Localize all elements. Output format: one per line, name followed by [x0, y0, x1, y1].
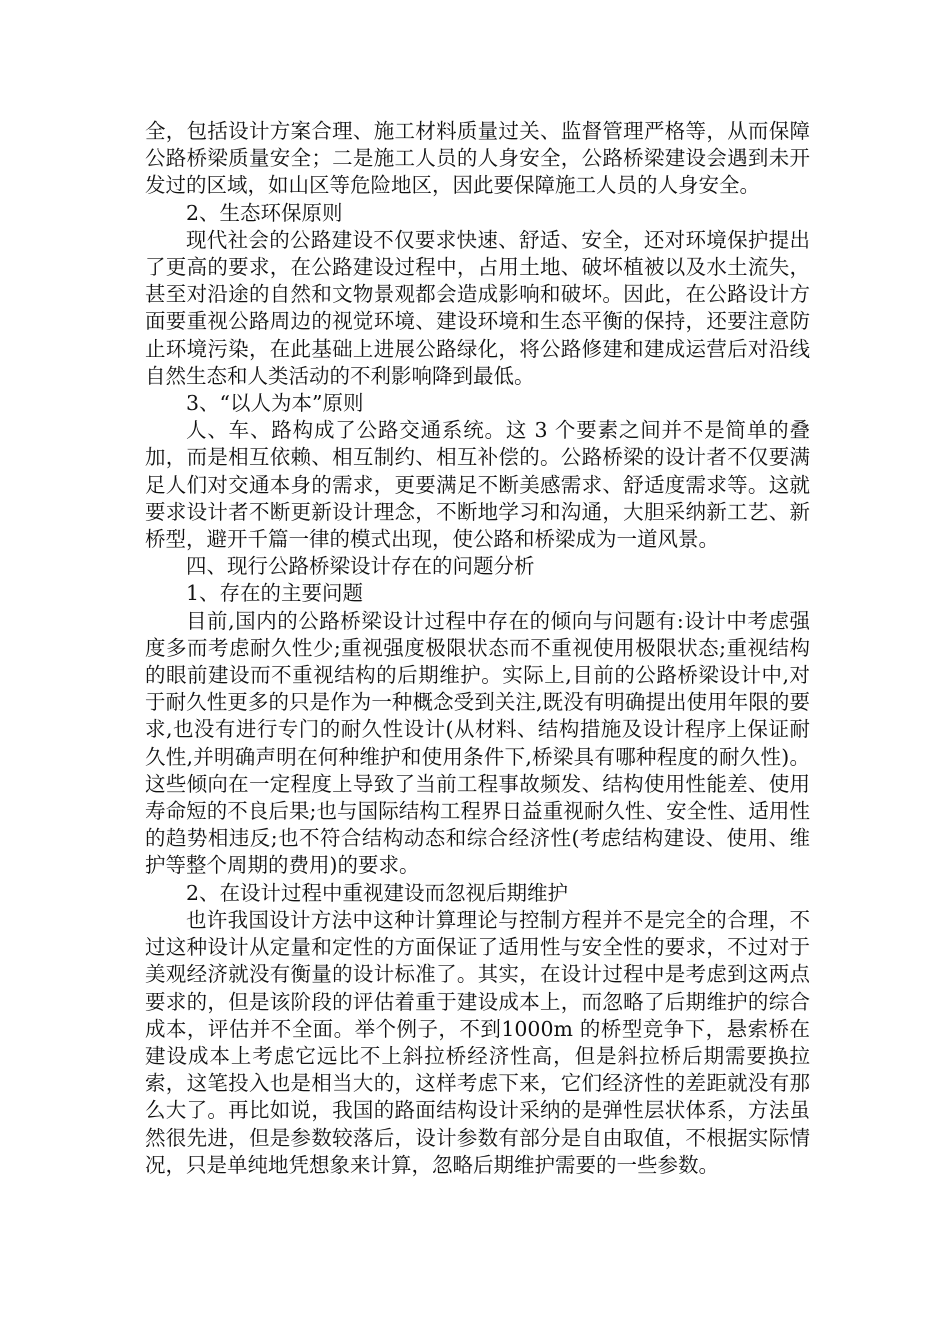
- paragraph-people-oriented: 人、车、路构成了公路交通系统。这 3 个要素之间并不是简单的叠加，而是相互依赖、相互制约、相互补偿的。公路桥梁的设计者不仅要满足人们对交通本身的需求，更要满足不断美感需求、舒适度需求等。这就要求设计者不断更新设计理念，不断地学习和沟通，大胆采纳新工艺、新桥型，避开千篇一律的模式出现，使公路和桥梁成为一道风景。: [145, 418, 810, 552]
- document-page: [145, 118, 810, 1179]
- heading-eco-principle: 2、生态环保原则: [186, 200, 343, 225]
- paragraph-main-problems: 目前,国内的公路桥梁设计过程中存在的倾向与问题有:设计中考虑强度多而考虑耐久性少;重视强度极限状态而不重视使用极限状态;重视结构的眼前建设而不重视结构的后期维护。实际上,目前的公路桥梁设计中,对于耐久性更多的只是作为一种概念受到关注,既没有明确提出使用年限的要求,也没有进行专门的耐久性设计(从材料、结构措施及设计程序上保证耐久性,并明确声明在何种维护和使用条件下,桥梁具有哪种程度的耐久性)。这些倾向在一定程度上导致了当前工程事故频发、结构使用性能差、使用寿命短的不良后果;也与国际结构工程界日益重视耐久性、安全性、适用性的趋势相违反;也不符合结构动态和综合经济性(考虑结构建设、使用、维护等整个周期的费用)的要求。: [145, 608, 810, 878]
- heading-main-problems: 1、存在的主要问题: [186, 581, 364, 606]
- paragraph-safety-continued: 全，包括设计方案合理、施工材料质量过关、监督管理严格等，从而保障公路桥梁质量安全；二是施工人员的人身安全，公路桥梁建设会遇到未开发过的区域，如山区等危险地区，因此要保障施工人员的人身安全。: [145, 119, 810, 198]
- paragraph-eco-principle: 现代社会的公路建设不仅要求快速、舒适、安全，还对环境保护提出了更高的要求，在公路建设过程中，占用土地、破坏植被以及水土流失，甚至对沿途的自然和文物景观都会造成影响和破坏。因此，在公路设计方面要重视公路周边的视觉环境、建设环境和生态平衡的保持，还要注意防止环境污染，在此基础上进展公路绿化，将公路修建和建成运营后对沿线自然生态和人类活动的不利影响降到最低。: [145, 227, 810, 388]
- heading-construction-vs-maintenance: 2、在设计过程中重视建设而忽视后期维护: [186, 880, 569, 905]
- heading-people-oriented: 3、“以人为本”原则: [186, 391, 364, 416]
- paragraph-construction-vs-maintenance: 也许我国设计方法中这种计算理论与控制方程并不是完全的合理，不过这种设计从定量和定性的方面保证了适用性与安全性的要求，不过对于美观经济就没有衡量的设计标准了。其实，在设计过程中是考虑到这两点要求的，但是该阶段的评估着重于建设成本上，而忽略了后期维护的综合成本，评估并不全面。举个例子，不到1000m 的桥型竞争下，悬索桥在建设成本上考虑它远比不上斜拉桥经济性高，但是斜拉桥后期需要换拉索，这笔投入也是相当大的，这样考虑下来，它们经济性的差距就没有那么大了。再比如说，我国的路面结构设计采纳的是弹性层状体系，方法虽然很先进，但是参数较落后，设计参数有部分是自由取值，不根据实际情况，只是单纯地凭想象来计算，忽略后期维护需要的一些参数。: [145, 907, 810, 1177]
- heading-section-four: 四、现行公路桥梁设计存在的问题分析: [186, 554, 535, 579]
